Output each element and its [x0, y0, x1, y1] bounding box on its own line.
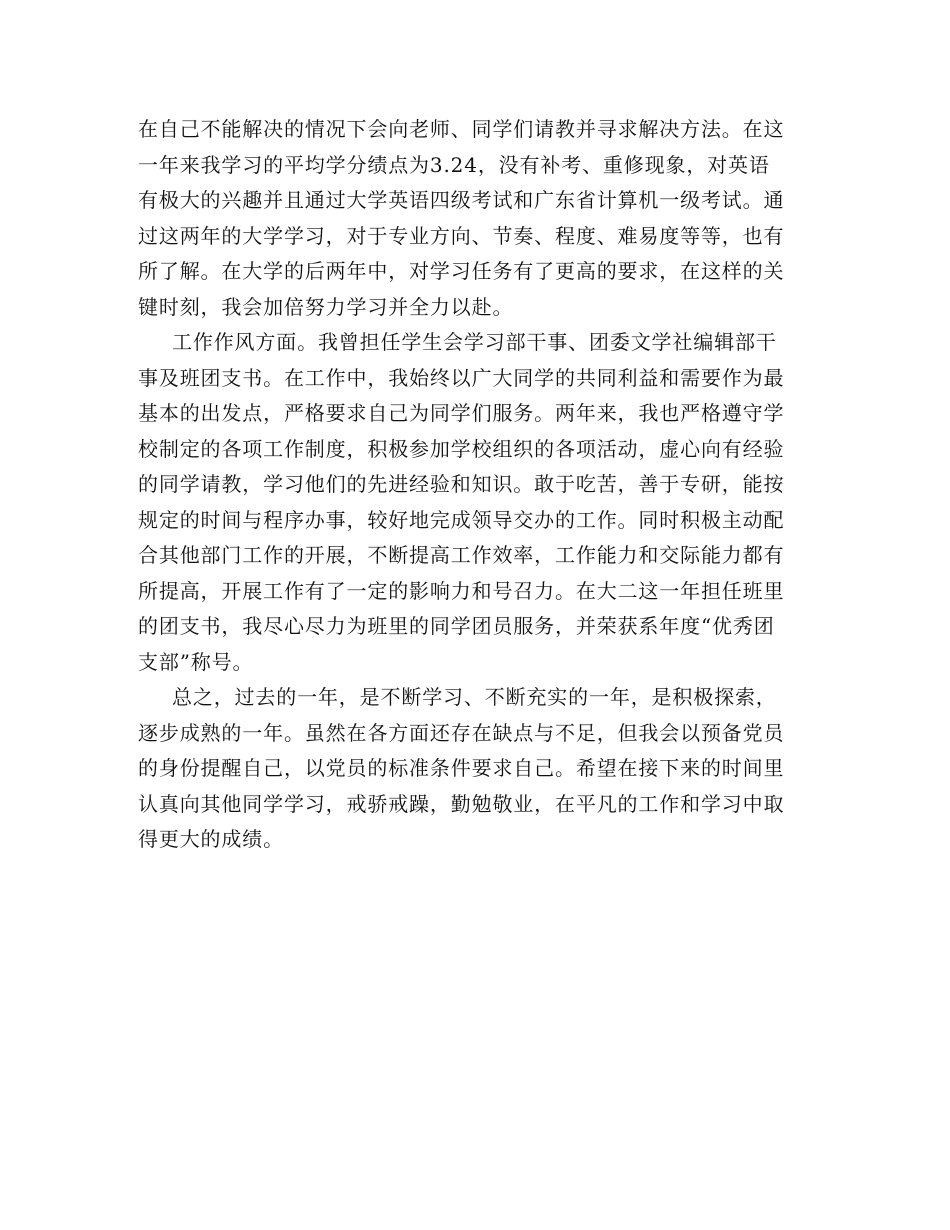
text-line: 认真向其他同学学习，戒骄戒躁，勤勉敬业，在平凡的工作和学习中取 [138, 791, 785, 816]
text-line: 的身份提醒自己，以党员的标准条件要求自己。希望在接下来的时间里 [138, 756, 785, 780]
text-line: 合其他部门工作的开展，不断提高工作效率，工作能力和交际能力都有 [138, 543, 785, 567]
text-line: 有极大的兴趣并且通过大学英语四级考试和广东省计算机一级考试。通 [138, 188, 785, 212]
text-line: 事及班团支书。在工作中，我始终以广大同学的共同利益和需要作为最 [138, 365, 785, 390]
paragraph-study [138, 112, 818, 325]
document-body [138, 112, 818, 858]
text-line: 所了解。在大学的后两年中，对学习任务有了更高的要求，在这样的关 [138, 259, 785, 283]
text-line: 基本的出发点，严格要求自己为同学们服务。两年来，我也严格遵守学 [138, 401, 785, 425]
text-line: 在自己不能解决的情况下会向老师、同学们请教并寻求解决方法。在这 [138, 117, 785, 141]
text-line: 规定的时间与程序办事，较好地完成领导交办的工作。同时积极主动配 [138, 507, 785, 532]
paragraph-summary [138, 680, 818, 858]
text-line: 校制定的各项工作制度，积极参加学校组织的各项活动，虚心向有经验 [138, 436, 785, 461]
text-line: 过这两年的大学学习，对于专业方向、节奏、程度、难易度等等，也有 [138, 223, 785, 248]
text-line: 逐步成熟的一年。虽然在各方面还存在缺点与不足，但我会以预备党员 [138, 720, 785, 745]
text-line: 总之，过去的一年，是不断学习、不断充实的一年，是积极探索， [172, 685, 777, 709]
text-line: 一年来我学习的平均学分绩点为3.24，没有补考、重修现象，对英语 [138, 152, 770, 177]
text-line: 的同学请教，学习他们的先进经验和知识。敢于吃苦，善于专研，能按 [138, 472, 785, 496]
paragraph-work-style [138, 325, 818, 680]
text-line: 得更大的成绩。 [138, 827, 284, 851]
text-line: 的团支书，我尽心尽力为班里的同学团员服务，并荣获系年度“优秀团 [138, 614, 775, 638]
text-line: 支部”称号。 [138, 649, 254, 674]
text-line: 工作作风方面。我曾担任学生会学习部干事、团委文学社编辑部干 [172, 330, 777, 354]
text-line: 键时刻，我会加倍努力学习并全力以赴。 [138, 294, 514, 319]
text-line: 所提高，开展工作有了一定的影响力和号召力。在大二这一年担任班里 [138, 578, 785, 603]
